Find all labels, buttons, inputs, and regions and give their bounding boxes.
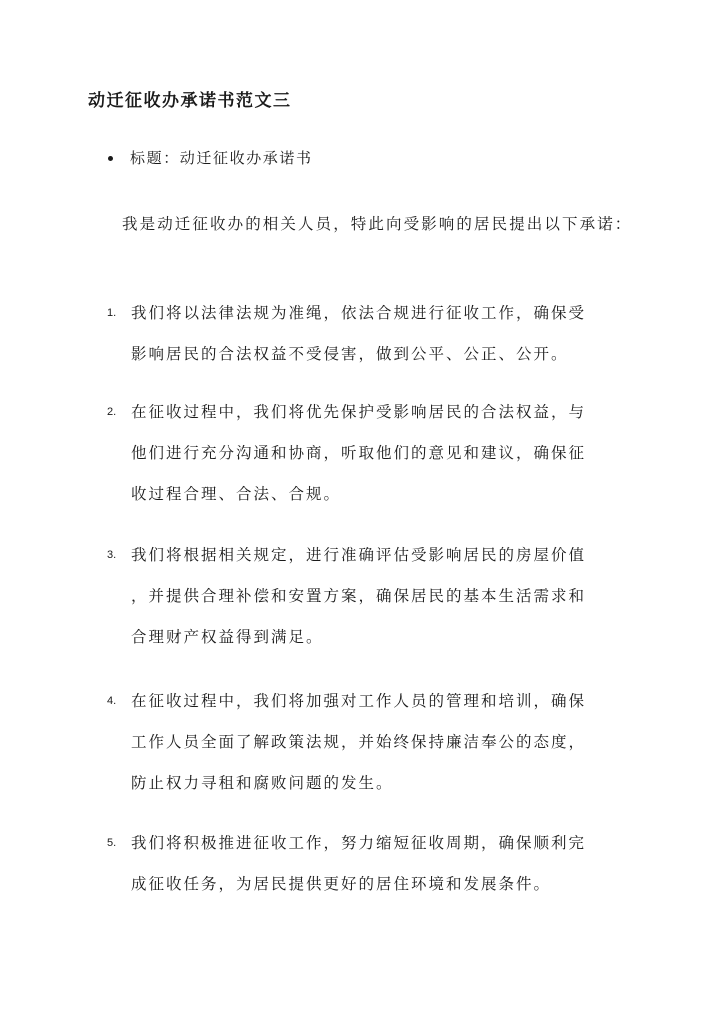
subtitle-bullet-item xyxy=(108,147,313,168)
document-title: 动迁征收办承诺书范文三 xyxy=(88,91,292,111)
list-item-number: 5. xyxy=(107,837,117,849)
list-item-text: 在征收过程中，我们将优先保护受影响居民的合法权益，与 他们进行充分沟通和协商，听取他们的意见和建议，确保征 收过程合理、合法、合规。 xyxy=(131,403,587,503)
list-item-text: 我们将以法律法规为准绳，依法合规进行征收工作，确保受 影响居民的合法权益不受侵害，做到公平、公正、公开。 xyxy=(131,304,587,363)
list-item-number: 2. xyxy=(107,406,117,418)
list-item-number: 1. xyxy=(107,307,117,319)
list-item-text: 我们将根据相关规定，进行准确评估受影响居民的房屋价值 ，并提供合理补偿和安置方案，确保居民的基本生活需求和 合理财产权益得到满足。 xyxy=(131,546,587,646)
list-item-number: 4. xyxy=(107,695,117,707)
subtitle-text: 标题：动迁征收办承诺书 xyxy=(130,149,313,167)
intro-paragraph: 我是动迁征收办的相关人员，特此向受影响的居民提出以下承诺： xyxy=(122,215,633,233)
bullet-dot-icon xyxy=(108,156,113,161)
list-item-text: 我们将积极推进征收工作，努力缩短征收周期，确保顺利完 成征收任务，为居民提供更好的居住环境和发展条件。 xyxy=(131,834,587,893)
list-item-text: 在征收过程中，我们将加强对工作人员的管理和培训，确保 工作人员全面了解政策法规，并始终保持廉洁奉公的态度， 防止权力寻租和腐败问题的发生。 xyxy=(131,692,587,792)
list-item-number: 3. xyxy=(107,549,117,561)
